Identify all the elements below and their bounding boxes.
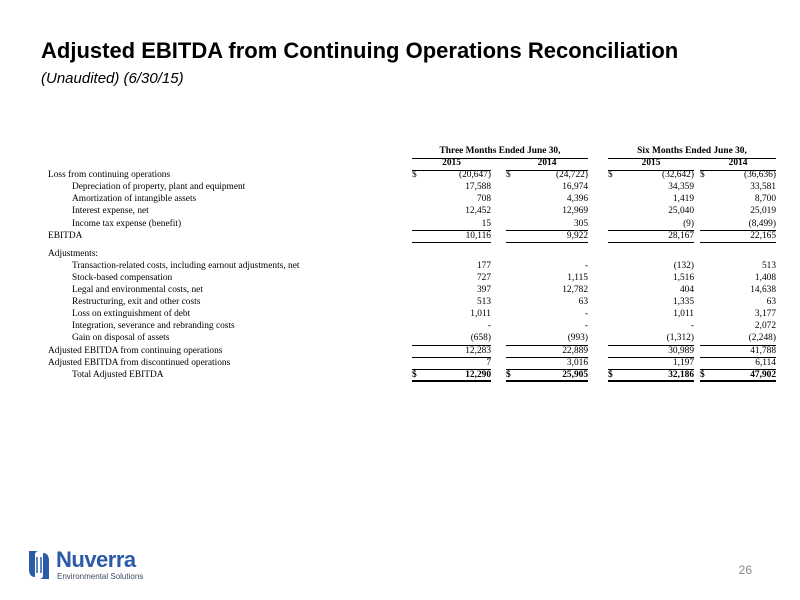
table-row (48, 297, 778, 309)
cell-value: 25,040 (668, 206, 694, 217)
value-cell (700, 321, 776, 333)
value-cell (608, 206, 694, 218)
cell-value: (1,312) (666, 333, 694, 344)
value-cell (608, 370, 694, 382)
value-cell (608, 170, 694, 182)
cell-value: 8,700 (754, 194, 776, 205)
value-cell (700, 231, 776, 243)
value-cell (412, 346, 491, 358)
table-row (48, 333, 778, 345)
value-cell (700, 206, 776, 218)
value-cell (412, 297, 491, 309)
value-cell (700, 194, 776, 206)
value-cell (412, 219, 491, 231)
value-cell (700, 273, 776, 285)
value-cell (608, 333, 694, 345)
table-row (48, 273, 778, 285)
cell-value: 397 (476, 285, 491, 296)
cell-value: 12,452 (465, 206, 491, 217)
value-cell (700, 261, 776, 273)
table-row (48, 231, 778, 243)
cell-value: 22,165 (750, 230, 776, 241)
row-label: Income tax expense (benefit) (72, 218, 182, 229)
currency-symbol: $ (700, 170, 705, 181)
cell-value: (658) (470, 333, 491, 344)
value-cell (700, 370, 776, 382)
cell-value: 47,902 (750, 369, 776, 380)
row-label: Total Adjusted EBITDA (72, 369, 164, 380)
row-label: Adjusted EBITDA from continuing operations (48, 345, 223, 356)
cell-value: (20,647) (458, 170, 491, 181)
row-label: Adjustments: (48, 248, 99, 259)
value-cell (506, 206, 588, 218)
value-cell (412, 273, 491, 285)
year-header: 2015 (608, 158, 694, 171)
cell-value: 1,197 (672, 357, 694, 368)
cell-value: 12,969 (562, 206, 588, 217)
nuverra-logo (27, 547, 177, 587)
value-cell (608, 358, 694, 370)
table-row (48, 194, 778, 206)
value-cell (412, 170, 491, 182)
year-header: 2014 (506, 158, 588, 171)
cell-value: (32,642) (661, 170, 694, 181)
value-cell (412, 333, 491, 345)
currency-symbol: $ (608, 369, 613, 380)
value-cell (608, 309, 694, 321)
value-cell (506, 261, 588, 273)
value-cell (700, 170, 776, 182)
cell-value: 15 (481, 218, 491, 229)
cell-value: (8,499) (748, 218, 776, 229)
value-cell (506, 370, 588, 382)
cell-value: 4,396 (566, 194, 588, 205)
slide-subtitle: (Unaudited) (6/30/15) (41, 70, 184, 87)
currency-symbol: $ (412, 170, 417, 181)
cell-value: 63 (578, 297, 588, 308)
value-cell (608, 285, 694, 297)
value-cell (506, 231, 588, 243)
row-label: Loss on extinguishment of debt (72, 309, 191, 320)
row-label: Gain on disposal of assets (72, 333, 170, 344)
value-cell (608, 261, 694, 273)
table-row (48, 170, 778, 182)
row-label: Stock-based compensation (72, 272, 173, 283)
value-cell (608, 346, 694, 358)
value-cell (412, 194, 491, 206)
cell-value: 12,283 (465, 345, 491, 356)
cell-value: 7 (486, 357, 491, 368)
value-cell (412, 370, 491, 382)
value-cell (506, 219, 588, 231)
cell-value: 22,889 (562, 345, 588, 356)
cell-value: - (584, 321, 588, 332)
cell-value: - (690, 321, 694, 332)
year-header: 2014 (700, 158, 776, 171)
cell-value: (9) (683, 218, 694, 229)
cell-value: 16,974 (562, 182, 588, 193)
cell-value: - (584, 309, 588, 320)
row-label: Amortization of intangible assets (72, 194, 197, 205)
cell-value: (24,722) (555, 170, 588, 181)
table-row (48, 358, 778, 370)
cell-value: 12,782 (562, 285, 588, 296)
cell-value: 1,516 (672, 272, 694, 283)
value-cell (506, 346, 588, 358)
group-header-six-months: Six Months Ended June 30, (608, 146, 776, 159)
table-row (48, 219, 778, 231)
cell-value: 6,114 (755, 357, 776, 368)
cell-value: (2,248) (748, 333, 776, 344)
row-label: Depreciation of property, plant and equipment (72, 182, 246, 193)
group-header-three-months: Three Months Ended June 30, (412, 146, 588, 159)
cell-value: 25,905 (562, 369, 588, 380)
value-cell (506, 297, 588, 309)
currency-symbol: $ (608, 170, 613, 181)
cell-value: 28,167 (668, 230, 694, 241)
year-header: 2015 (412, 158, 491, 171)
value-cell (700, 219, 776, 231)
page-number: 26 (738, 563, 752, 577)
cell-value: - (584, 260, 588, 271)
row-label: Integration, severance and rebranding costs (72, 321, 235, 332)
cell-value: 305 (573, 218, 588, 229)
value-cell (506, 333, 588, 345)
value-cell (608, 219, 694, 231)
cell-value: 1,419 (672, 194, 694, 205)
cell-value: 63 (766, 297, 776, 308)
value-cell (412, 285, 491, 297)
value-cell (700, 346, 776, 358)
table-row (48, 261, 778, 273)
currency-symbol: $ (506, 170, 511, 181)
value-cell (506, 358, 588, 370)
cell-value: 2,072 (754, 321, 776, 332)
cell-value: 1,408 (754, 272, 776, 283)
value-cell (412, 182, 491, 194)
value-cell (608, 194, 694, 206)
cell-value: 708 (476, 194, 491, 205)
ebitda-reconciliation-table (48, 146, 778, 382)
value-cell (412, 261, 491, 273)
cell-value: 41,788 (750, 345, 776, 356)
table-row (48, 309, 778, 321)
value-cell (700, 309, 776, 321)
value-cell (608, 231, 694, 243)
value-cell (700, 182, 776, 194)
value-cell (608, 321, 694, 333)
value-cell (506, 273, 588, 285)
value-cell (506, 321, 588, 333)
value-cell (412, 321, 491, 333)
cell-value: (132) (673, 260, 694, 271)
cell-value: 1,011 (470, 309, 491, 320)
cell-value: (36,636) (743, 170, 776, 181)
row-label: Adjusted EBITDA from discontinued operations (48, 357, 231, 368)
slide-title: Adjusted EBITDA from Continuing Operations Reconciliation (41, 38, 679, 63)
table-row (48, 370, 778, 382)
cell-value: 1,335 (672, 297, 694, 308)
row-label: EBITDA (48, 230, 83, 241)
value-cell (506, 285, 588, 297)
cell-value: 3,016 (566, 357, 588, 368)
row-label: Legal and environmental costs, net (72, 285, 203, 296)
cell-value: 10,116 (465, 230, 491, 241)
cell-value: 1,011 (673, 309, 694, 320)
table-row (48, 182, 778, 194)
cell-value: 404 (679, 285, 694, 296)
currency-symbol: $ (412, 369, 417, 380)
cell-value: - (487, 321, 491, 332)
logo-name: Nuverra (56, 547, 136, 572)
value-cell (700, 358, 776, 370)
value-cell (412, 231, 491, 243)
cell-value: 9,922 (566, 230, 588, 241)
currency-symbol: $ (506, 369, 511, 380)
cell-value: 32,186 (668, 369, 694, 380)
cell-value: 33,581 (750, 182, 776, 193)
value-cell (608, 273, 694, 285)
cell-value: 1,115 (567, 272, 588, 283)
cell-value: 30,989 (668, 345, 694, 356)
nuverra-logo-icon (27, 547, 51, 583)
currency-symbol: $ (700, 369, 705, 380)
table-row (48, 249, 778, 261)
row-label: Transaction-related costs, including earnout adjustments, net (72, 260, 300, 271)
row-label: Restructuring, exit and other costs (72, 297, 201, 308)
value-cell (700, 285, 776, 297)
cell-value: 14,638 (750, 285, 776, 296)
row-label: Interest expense, net (72, 206, 149, 217)
cell-value: 513 (761, 260, 776, 271)
row-label: Loss from continuing operations (48, 170, 171, 181)
value-cell (506, 309, 588, 321)
table-group-header (48, 146, 778, 158)
table-body (48, 170, 778, 382)
table-row (48, 206, 778, 218)
value-cell (608, 297, 694, 309)
table-row (48, 321, 778, 333)
cell-value: 17,588 (465, 182, 491, 193)
cell-value: 3,177 (754, 309, 776, 320)
table-year-header (48, 158, 778, 170)
cell-value: 177 (476, 260, 491, 271)
table-row (48, 346, 778, 358)
value-cell (700, 333, 776, 345)
cell-value: 12,290 (465, 369, 491, 380)
cell-value: 513 (476, 297, 491, 308)
value-cell (412, 206, 491, 218)
value-cell (412, 309, 491, 321)
value-cell (506, 182, 588, 194)
logo-tagline: Environmental Solutions (57, 572, 144, 581)
value-cell (700, 297, 776, 309)
cell-value: 25,019 (750, 206, 776, 217)
cell-value: (993) (567, 333, 588, 344)
value-cell (506, 170, 588, 182)
value-cell (608, 182, 694, 194)
cell-value: 34,359 (668, 182, 694, 193)
value-cell (412, 358, 491, 370)
table-row (48, 285, 778, 297)
value-cell (506, 194, 588, 206)
cell-value: 727 (476, 272, 491, 283)
